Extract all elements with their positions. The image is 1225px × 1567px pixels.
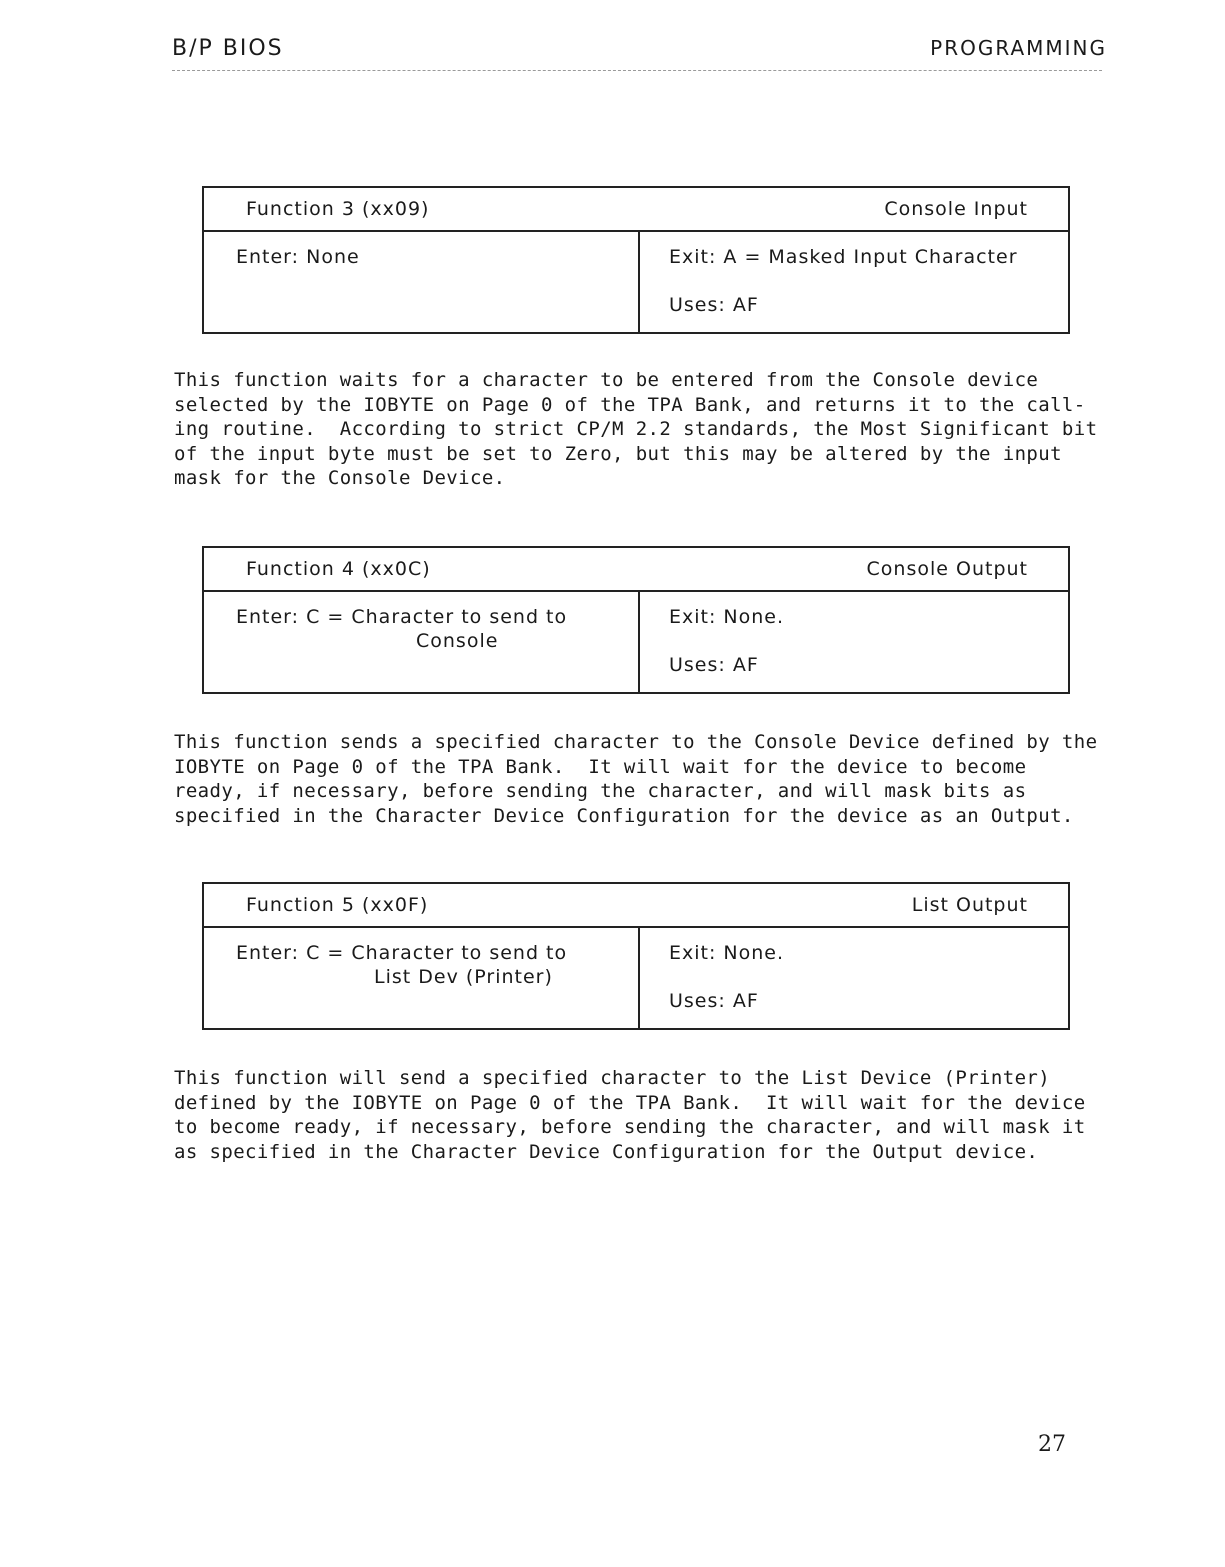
- function-name: List Output: [911, 894, 1028, 916]
- description-line: IOBYTE on Page 0 of the TPA Bank. It will wait for the device to become: [174, 755, 1027, 778]
- page-header: [172, 36, 1107, 64]
- description-line: This function will send a specified character to the List Device (Printer): [174, 1067, 1051, 1089]
- function-box-4: [202, 546, 1070, 694]
- function-box-5: [202, 882, 1070, 1030]
- page-number: 27: [1038, 1432, 1066, 1457]
- function-number: Function 5 (xx0F): [246, 894, 429, 916]
- function-registers: [204, 592, 1068, 692]
- uses-text: Uses: AF: [669, 990, 759, 1012]
- function-title-bar: [204, 884, 1068, 928]
- description-line: This function sends a specified character to the Console Device defined by the: [174, 731, 1098, 753]
- description-line: ing routine. According to strict CP/M 2.2 standards, the Most Significant bit: [174, 418, 1098, 440]
- function-number: Function 4 (xx0C): [246, 558, 431, 580]
- enter-text: Enter: None: [236, 246, 360, 268]
- function-3-description: [174, 368, 1098, 491]
- enter-text: Enter: C = Character to send to: [236, 606, 568, 628]
- exit-text: Exit: None.: [669, 942, 785, 964]
- description-line: This function waits for a character to be entered from the Console device: [174, 369, 1039, 391]
- function-name: Console Output: [866, 558, 1028, 580]
- function-number: Function 3 (xx09): [246, 198, 430, 220]
- function-title-bar: [204, 548, 1068, 592]
- function-box-3: [202, 186, 1070, 334]
- enter-text-continued: List Dev (Printer): [374, 966, 553, 988]
- description-line: of the input byte must be set to Zero, but this may be altered by the input: [174, 442, 1062, 465]
- description-line: ready, if necessary, before sending the character, and will mask bits as: [174, 780, 1027, 802]
- function-title-bar: [204, 188, 1068, 232]
- header-right-title: PROGRAMMING: [930, 36, 1107, 60]
- exit-text: Exit: None.: [669, 606, 785, 628]
- function-registers: [204, 232, 1068, 332]
- enter-text-continued: Console: [416, 630, 499, 652]
- function-5-description: [174, 1066, 1094, 1164]
- function-4-description: [174, 730, 1098, 828]
- description-line: defined by the IOBYTE on Page 0 of the TPA Bank. It will wait for the device: [174, 1091, 1086, 1114]
- description-line: selected by the IOBYTE on Page 0 of the TPA Bank, and returns it to the call-: [174, 393, 1086, 416]
- exit-text: Exit: A = Masked Input Character: [669, 246, 1018, 268]
- enter-text: Enter: C = Character to send to: [236, 942, 568, 964]
- header-left-title: B/P BIOS: [172, 36, 284, 61]
- description-line: to become ready, if necessary, before sending the character, and will mask it: [174, 1116, 1086, 1138]
- header-rule: [172, 70, 1102, 71]
- uses-text: Uses: AF: [669, 294, 759, 316]
- description-line: specified in the Character Device Configuration for the device as an Output.: [174, 804, 1074, 827]
- uses-text: Uses: AF: [669, 654, 759, 676]
- function-registers: [204, 928, 1068, 1028]
- description-line: as specified in the Character Device Configuration for the Output device.: [174, 1140, 1039, 1163]
- function-name: Console Input: [884, 198, 1028, 220]
- description-line: mask for the Console Device.: [174, 467, 506, 489]
